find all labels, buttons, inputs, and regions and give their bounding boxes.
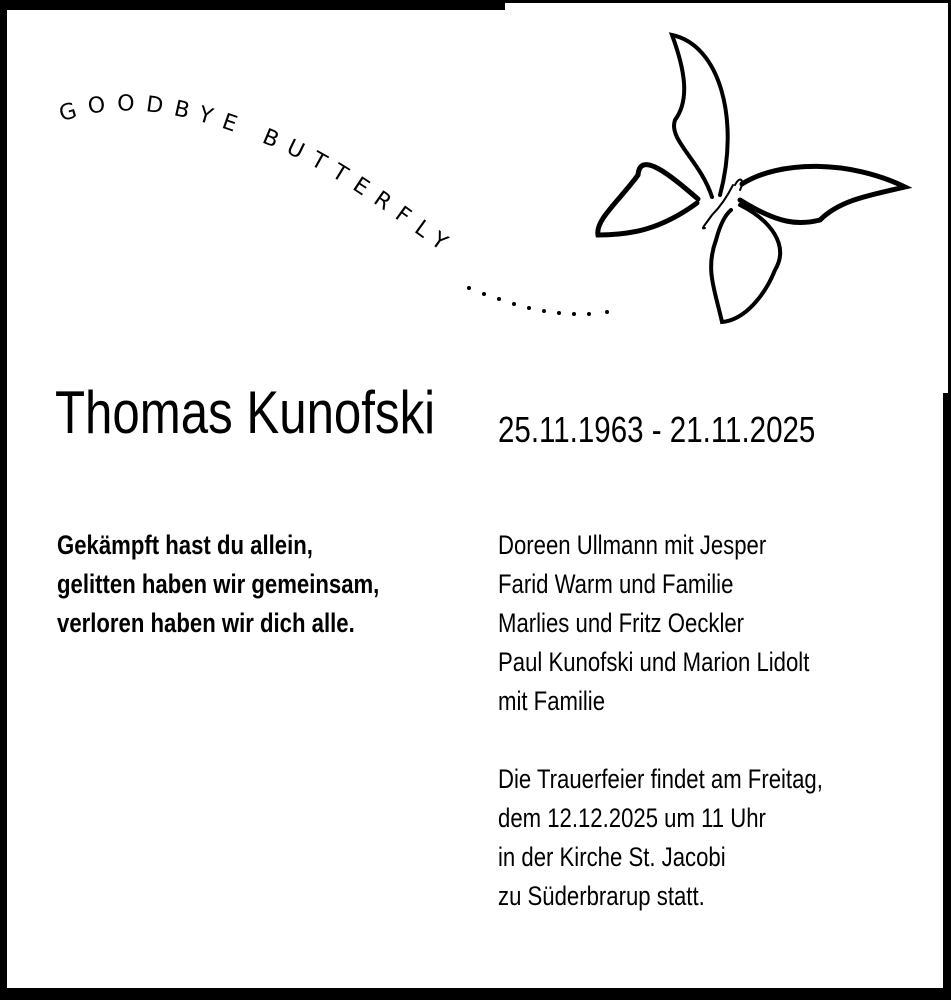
mourner-line: mit Familie (498, 686, 606, 716)
ceremony-line: zu Süderbrarup statt. (498, 881, 705, 911)
mourner-line: Paul Kunofski und Marion Lidolt (498, 647, 810, 677)
motto-line: Gekämpft hast du allein, (57, 530, 313, 560)
life-dates-text: 25.11.1963 - 21.11.2025 (498, 409, 816, 450)
motto-line: verloren haben wir dich alle. (57, 608, 355, 638)
mourners-list (498, 526, 878, 721)
ceremony-line: dem 12.12.2025 um 11 Uhr (498, 803, 766, 833)
ceremony-line: Die Trauerfeier findet am Freitag, (498, 764, 823, 794)
butterfly-icon (590, 25, 920, 335)
ceremony-info (498, 760, 894, 916)
life-dates (498, 408, 885, 452)
motto-line: gelitten haben wir gemeinsam, (57, 569, 380, 599)
dotted-trail (467, 286, 609, 316)
frame-bottom (0, 988, 951, 1000)
mourner-line: Doreen Ullmann mit Jesper (498, 530, 767, 560)
deceased-name (55, 378, 519, 448)
frame-right-thick (943, 393, 951, 1000)
mourner-line: Farid Warm und Familie (498, 569, 734, 599)
motto (57, 526, 450, 643)
mourner-line: Marlies und Fritz Oeckler (498, 608, 745, 638)
deceased-name-text: Thomas Kunofski (55, 379, 436, 446)
ceremony-line: in der Kirche St. Jacobi (498, 842, 726, 872)
arc-heading: GOODBYE BUTTERFLY (56, 91, 461, 262)
